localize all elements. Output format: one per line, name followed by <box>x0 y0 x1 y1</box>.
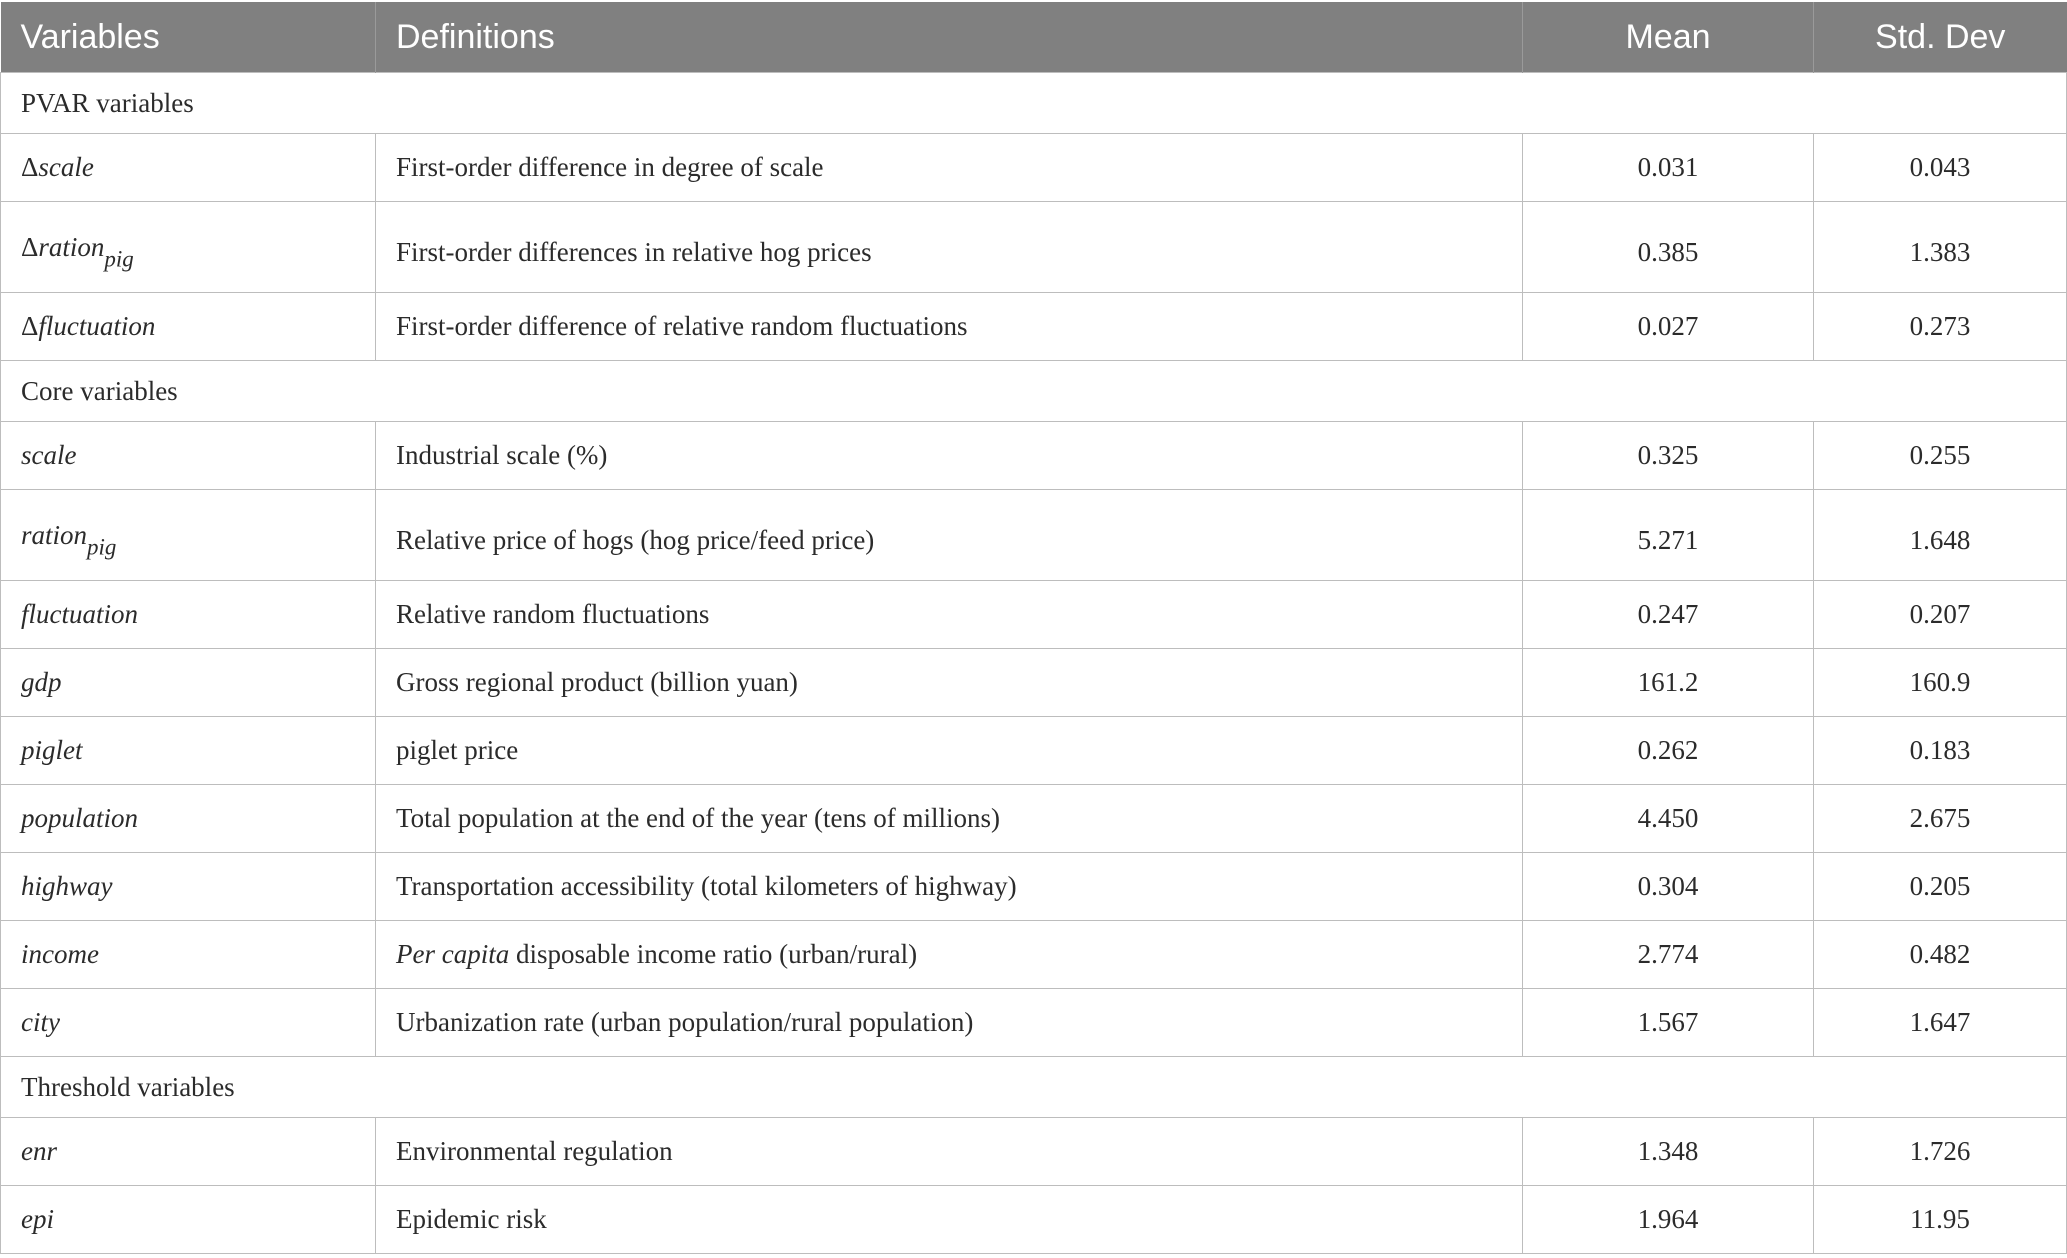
header-row <box>1 2 2067 73</box>
delta-symbol: Δ <box>21 152 39 182</box>
table-row <box>1 989 2067 1057</box>
definition-cell: piglet price <box>376 717 1523 785</box>
variable-cell: fluctuation <box>1 581 376 649</box>
table-row <box>1 717 2067 785</box>
variable-cell: gdp <box>1 649 376 717</box>
std-dev-cell: 0.043 <box>1814 134 2067 202</box>
section-row-pvar <box>1 73 2067 134</box>
std-dev-cell: 0.207 <box>1814 581 2067 649</box>
mean-cell: 0.304 <box>1523 853 1814 921</box>
std-dev-cell: 0.482 <box>1814 921 2067 989</box>
std-dev-cell: 2.675 <box>1814 785 2067 853</box>
variable-cell: epi <box>1 1186 376 1254</box>
mean-cell: 0.031 <box>1523 134 1814 202</box>
mean-cell: 1.964 <box>1523 1186 1814 1254</box>
mean-cell: 4.450 <box>1523 785 1814 853</box>
delta-symbol: Δ <box>21 231 39 262</box>
mean-cell: 2.774 <box>1523 921 1814 989</box>
std-dev-cell: 0.255 <box>1814 422 2067 490</box>
table-row <box>1 422 2067 490</box>
mean-cell: 0.247 <box>1523 581 1814 649</box>
mean-cell: 0.262 <box>1523 717 1814 785</box>
mean-cell: 0.385 <box>1523 202 1814 293</box>
table-row <box>1 785 2067 853</box>
section-row-threshold <box>1 1057 2067 1118</box>
table-row <box>1 581 2067 649</box>
mean-cell: 0.027 <box>1523 293 1814 361</box>
definition-cell: First-order differences in relative hog prices <box>376 202 1523 293</box>
std-dev-cell: 1.647 <box>1814 989 2067 1057</box>
variable-cell: income <box>1 921 376 989</box>
variable-cell: city <box>1 989 376 1057</box>
definition-cell: Industrial scale (%) <box>376 422 1523 490</box>
definition-cell: First-order difference of relative random fluctuations <box>376 293 1523 361</box>
table-row <box>1 853 2067 921</box>
section-label: Core variables <box>1 361 2067 422</box>
table-row <box>1 134 2067 202</box>
definition-cell: Relative price of hogs (hog price/feed price) <box>376 490 1523 581</box>
table-row <box>1 1118 2067 1186</box>
subscript: pig <box>104 246 134 272</box>
std-dev-cell: 1.383 <box>1814 202 2067 293</box>
mean-cell: 0.325 <box>1523 422 1814 490</box>
definition-cell: Transportation accessibility (total kilometers of highway) <box>376 853 1523 921</box>
variable-cell: population <box>1 785 376 853</box>
variable-cell: piglet <box>1 717 376 785</box>
table-row <box>1 490 2067 581</box>
variable-cell: enr <box>1 1118 376 1186</box>
section-row-core <box>1 361 2067 422</box>
mean-cell: 5.271 <box>1523 490 1814 581</box>
definition-cell: Urbanization rate (urban population/rural population) <box>376 989 1523 1057</box>
definition-cell: Environmental regulation <box>376 1118 1523 1186</box>
subscript: pig <box>87 534 117 560</box>
section-label: PVAR variables <box>1 73 2067 134</box>
header-variables: Variables <box>1 2 376 73</box>
definition-cell: Per capita disposable income ratio (urban/rural) <box>376 921 1523 989</box>
std-dev-cell: 160.9 <box>1814 649 2067 717</box>
mean-cell: 1.348 <box>1523 1118 1814 1186</box>
definition-cell: Total population at the end of the year (tens of millions) <box>376 785 1523 853</box>
std-dev-cell: 1.648 <box>1814 490 2067 581</box>
definition-cell: Gross regional product (billion yuan) <box>376 649 1523 717</box>
variable-cell: Δfluctuation <box>1 293 376 361</box>
table-row <box>1 1186 2067 1254</box>
definition-cell: Epidemic risk <box>376 1186 1523 1254</box>
header-mean: Mean <box>1523 2 1814 73</box>
table-row <box>1 649 2067 717</box>
variable-cell: highway <box>1 853 376 921</box>
std-dev-cell: 0.273 <box>1814 293 2067 361</box>
section-label: Threshold variables <box>1 1057 2067 1118</box>
std-dev-cell: 11.95 <box>1814 1186 2067 1254</box>
variables-table <box>0 2 2067 1254</box>
mean-cell: 1.567 <box>1523 989 1814 1057</box>
header-std-dev: Std. Dev <box>1814 2 2067 73</box>
header-definitions: Definitions <box>376 2 1523 73</box>
variable-cell: scale <box>1 422 376 490</box>
delta-symbol: Δ <box>21 311 39 341</box>
variable-cell: Δscale <box>1 134 376 202</box>
definition-cell: Relative random fluctuations <box>376 581 1523 649</box>
table-row <box>1 293 2067 361</box>
std-dev-cell: 0.205 <box>1814 853 2067 921</box>
variable-cell: Δration$_{pig}$ <box>1 202 376 293</box>
mean-cell: 161.2 <box>1523 649 1814 717</box>
table-row <box>1 921 2067 989</box>
std-dev-cell: 1.726 <box>1814 1118 2067 1186</box>
std-dev-cell: 0.183 <box>1814 717 2067 785</box>
variable-cell: ration$_{pig}$ <box>1 490 376 581</box>
definition-cell: First-order difference in degree of scale <box>376 134 1523 202</box>
table-row <box>1 202 2067 293</box>
